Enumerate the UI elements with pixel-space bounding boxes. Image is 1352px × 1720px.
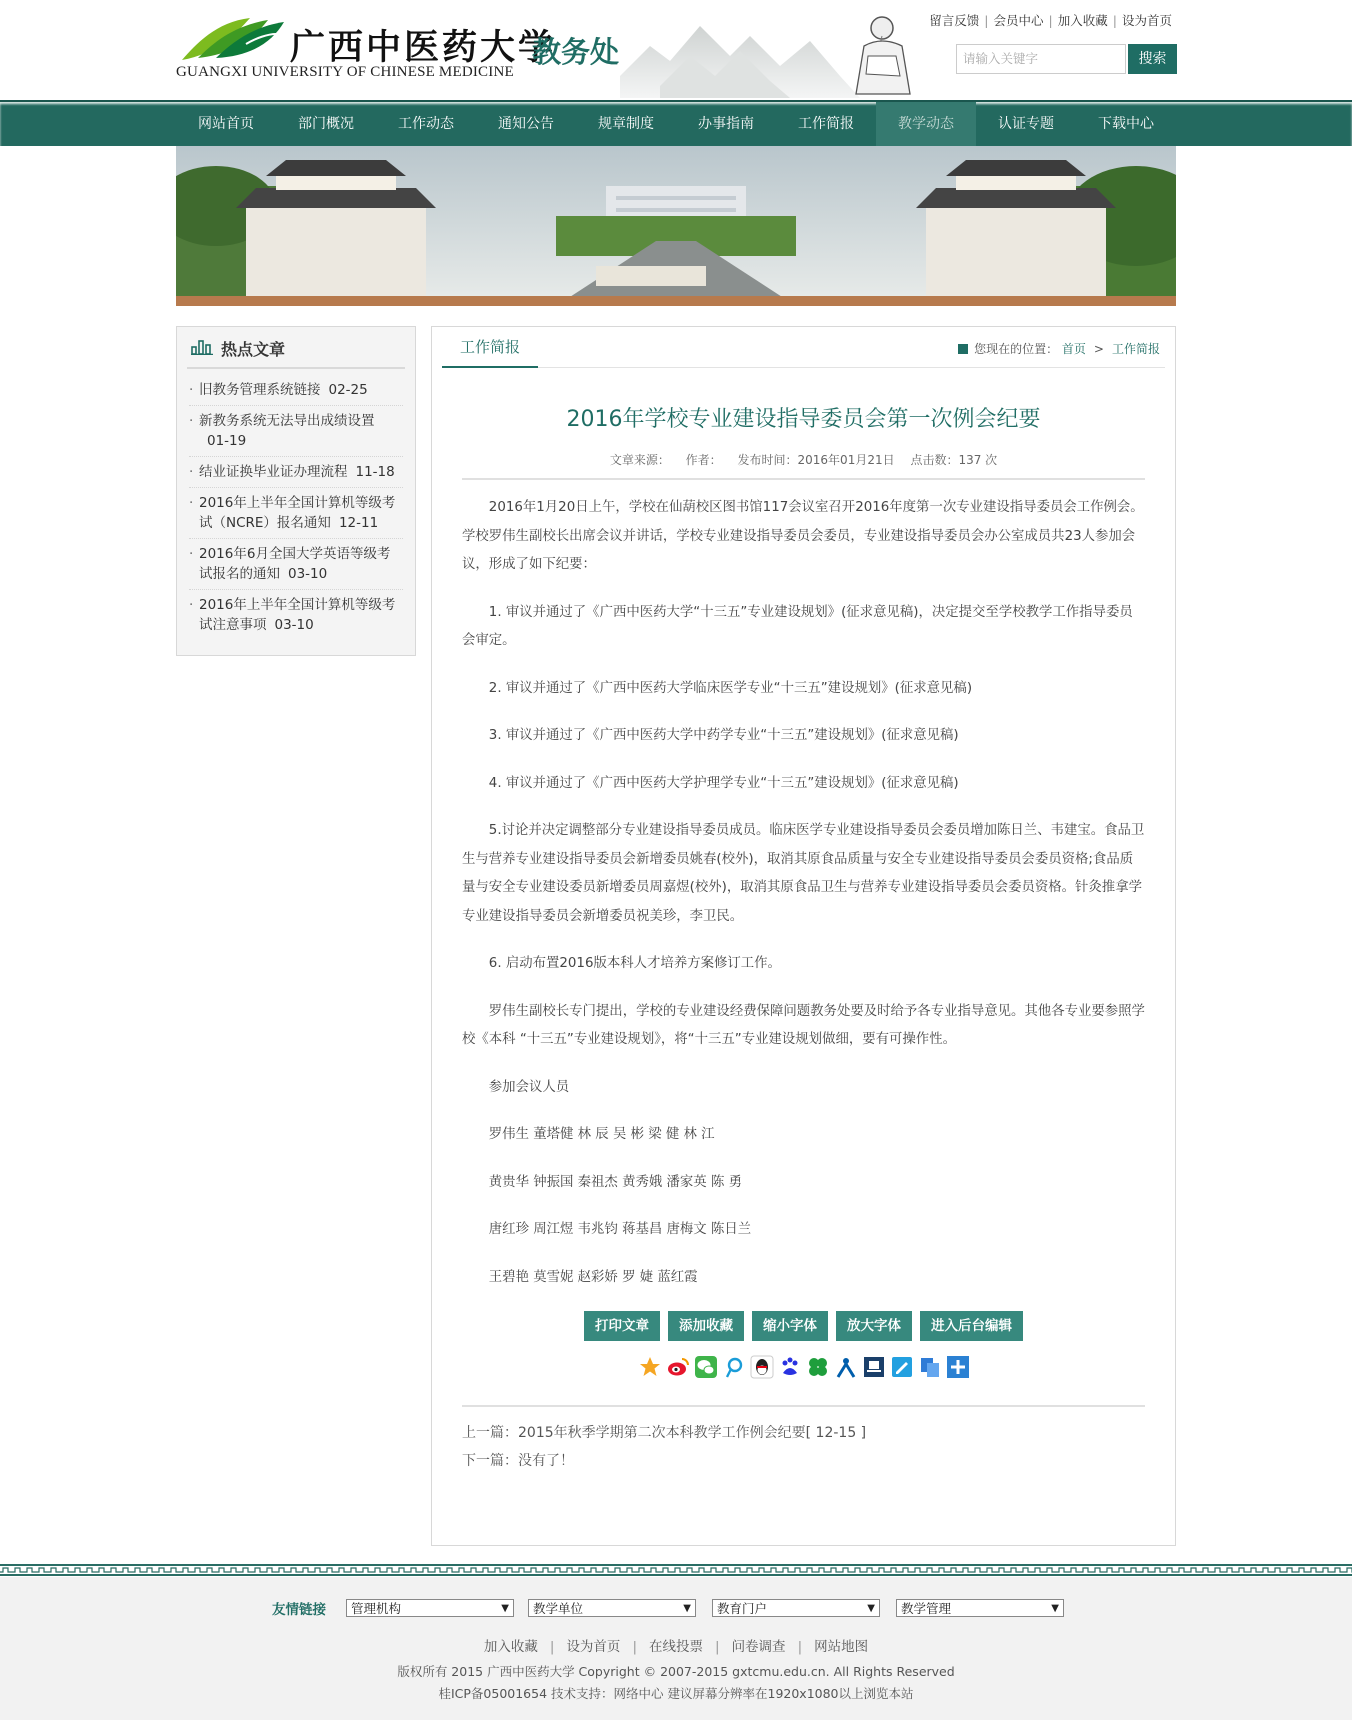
hot-article-item[interactable]: · 新教务系统无法导出成绩设置01-19 (189, 406, 403, 457)
article-title: 2016年学校专业建设指导委员会第一次例会纪要 (566, 407, 1041, 432)
next-article: 下一篇：没有了！ (462, 1453, 574, 1469)
logo-department: 教务处 (532, 35, 620, 69)
tqq-icon[interactable] (722, 1355, 746, 1379)
article-source: 文章来源： (609, 453, 670, 467)
nav-item-overview[interactable]: 部门概况 (298, 116, 354, 132)
nav-item-home[interactable]: 网站首页 (198, 116, 254, 132)
print-article-button[interactable]: 打印文章 (584, 1311, 660, 1341)
copyright: 版权所有 2015 广西中医药大学 Copyright © 2007-2015 gxtcmu.edu.cn. All Rights Reserved (397, 1664, 955, 1679)
set-homepage-link[interactable]: 设为首页 (1121, 13, 1172, 28)
chevron-down-icon: ▼ (501, 1603, 509, 1614)
main-area (176, 326, 1176, 1546)
decrease-font-button[interactable]: 缩小字体 (752, 1311, 828, 1341)
nav-item-certification[interactable]: 认证专题 (998, 116, 1054, 132)
sidebar-title: 热点文章 (221, 340, 286, 359)
nav-item-regulations[interactable]: 规章制度 (598, 116, 654, 132)
footer-sitemap-link[interactable]: 网站地图 (814, 1639, 869, 1655)
breadcrumb-home-link[interactable]: 首页 (1061, 342, 1086, 356)
article-paragraph: 王碧艳 莫雪妮 赵彩娇 罗 婕 蓝红霞 (488, 1269, 698, 1285)
feedback-link[interactable]: 留言反馈 (929, 13, 980, 28)
article-paragraph: 5.讨论并决定调整部分专业建设指导委员成员。临床医学专业建设指导委员会委员增加陈日兰、韦建宝。食品卫生与营养专业建设指导委员会新增委员姚春(校外)，取消其原食品质量与安全专业建设指导委员会委员资格;食品质量与安全专业建设委员新增委员周嘉煜(校外)，取消其原食品卫生与营养专业建设指导委员会委员资格。针灸推拿学专业建设指导委员会新增委员祝美珍，李卫民。 (462, 823, 1145, 924)
baidu-icon[interactable] (778, 1355, 802, 1379)
breadcrumb: 您现在的位置： 首页 > 工作简报 (958, 340, 1160, 357)
article-paragraph: 6. 启动布置2016版本科人才培养方案修订工作。 (488, 956, 781, 971)
prev-article: 上一篇：2015年秋季学期第二次本科教学工作例会纪要[ 12-15 ] (462, 1425, 867, 1441)
friend-links-label: 友情链接 (272, 1602, 326, 1618)
article-paragraph: 罗伟生 董塔健 林 辰 吴 彬 梁 健 林 江 (488, 1127, 715, 1142)
renren-icon[interactable] (834, 1355, 858, 1379)
nav-item-notices[interactable]: 通知公告 (498, 116, 554, 132)
article-hits: 点击数：137 次 (910, 453, 998, 467)
search-input[interactable]: 请输入关键字 (956, 44, 1126, 74)
article-paragraph: 2016年1月20日上午，学校在仙葫校区图书馆117会议室召开2016年度第一次专业建设指导委员会工作例会。学校罗伟生副校长出席会议并讲话，学校专业建设指导委员会委员，专业建设指导委员会办公室成员共23人参加会议，形成了如下纪要： (462, 500, 1144, 572)
site-footer (0, 1563, 1352, 1720)
article-paragraph: 参加会议人员 (488, 1079, 570, 1095)
hot-article-item[interactable]: · 2016年上半年全国计算机等级考试（NCRE）报名通知 12-11 (189, 488, 403, 539)
kaixin-icon[interactable] (806, 1355, 830, 1379)
add-favorite-link[interactable]: 加入收藏 (1057, 13, 1108, 28)
site-header (0, 0, 1352, 100)
next-article-link[interactable]: 没有了！ (518, 1453, 574, 1469)
more-icon[interactable] (946, 1355, 970, 1379)
article-meta (432, 451, 1175, 468)
select-management[interactable]: 管理机构 ▼ (346, 1599, 514, 1617)
article-author: 作者： (685, 453, 722, 467)
chevron-down-icon: ▼ (683, 1603, 691, 1614)
tab-briefing[interactable]: 工作简报 (442, 328, 538, 368)
logo-english-name: GUANGXI UNIVERSITY OF CHINESE MEDICINE (176, 64, 514, 80)
chevron-down-icon: ▼ (867, 1603, 875, 1614)
decorative-border (0, 1563, 1352, 1577)
search-button[interactable]: 搜索 (1128, 44, 1177, 74)
campus-gate-image (176, 146, 1176, 306)
hot-article-item[interactable]: · 2016年上半年全国计算机等级考试注意事项 03-10 (189, 590, 403, 640)
footer-survey-link[interactable]: 问卷调查 (731, 1639, 786, 1655)
breadcrumb-current-link[interactable]: 工作简报 (1111, 342, 1160, 356)
hot-articles-sidebar (176, 326, 416, 656)
add-favorite-button[interactable]: 添加收藏 (668, 1311, 744, 1341)
select-teaching-units[interactable]: 教学单位 ▼ (528, 1599, 696, 1617)
member-center-link[interactable]: 会员中心 (993, 13, 1044, 28)
bar-chart-icon (191, 339, 213, 355)
article-pager (462, 1405, 1145, 1475)
icp-info: 桂ICP备05001654 技术支持：网络中心 建议屏幕分辨率在1920x1080以上浏览本站 (438, 1686, 914, 1701)
hot-article-item[interactable]: · 结业证换毕业证办理流程 11-18 (189, 457, 403, 488)
wechat-icon[interactable] (694, 1355, 718, 1379)
article-paragraph: 3. 审议并通过了《广西中医药大学中药学专业“十三五”建设规划》(征求意见稿) (488, 728, 959, 743)
hot-article-item[interactable]: · 旧教务管理系统链接 02-25 (189, 375, 403, 406)
hot-articles-list (189, 375, 403, 640)
site-logo[interactable] (176, 14, 636, 84)
nav-item-briefing[interactable]: 工作简报 (798, 116, 854, 132)
nav-item-downloads[interactable]: 下载中心 (1098, 116, 1154, 132)
article-paragraph: 黄贵华 钟振国 秦祖杰 黄秀娥 潘家英 陈 勇 (488, 1174, 742, 1190)
article-body (462, 494, 1145, 1292)
article-paragraph: 4. 审议并通过了《广西中医药大学护理学专业“十三五”建设规划》(征求意见稿) (488, 775, 959, 791)
scholar-mountain-illustration (620, 6, 960, 98)
footer-vote-link[interactable]: 在线投票 (649, 1639, 703, 1655)
dianping-icon[interactable] (862, 1355, 886, 1379)
logo-chinese-name: 广西中医药大学 (290, 27, 557, 68)
select-teaching-management[interactable]: 教学管理 ▼ (896, 1599, 1064, 1617)
article-date: 发布时间：2016年01月21日 (737, 453, 895, 467)
footer-links: 加入收藏 | 设为首页 | 在线投票 | 问卷调查 | 网站地图 (483, 1639, 869, 1655)
article-panel (431, 326, 1176, 1546)
search-box (956, 44, 1176, 76)
select-education-portal[interactable]: 教育门户 ▼ (712, 1599, 880, 1617)
article-paragraph: 1. 审议并通过了《广西中医药大学“十三五”专业建设规划》(征求意见稿)，决定提交至学校教学工作指导委员会审定。 (462, 604, 1133, 648)
nav-item-teaching[interactable]: 教学动态 (876, 102, 976, 146)
top-links: 留言反馈 | 会员中心 | 加入收藏 | 设为首页 (929, 13, 1172, 28)
share-bar (432, 1355, 1175, 1381)
nav-item-guide[interactable]: 办事指南 (698, 116, 754, 132)
footer-set-homepage-link[interactable]: 设为首页 (566, 1639, 621, 1655)
article-paragraph: 2. 审议并通过了《广西中医药大学临床医学专业“十三五”建设规划》(征求意见稿) (488, 680, 973, 696)
article-actions (432, 1311, 1175, 1341)
divider (462, 478, 1145, 480)
copy-icon[interactable] (918, 1355, 942, 1379)
sidebar-header (187, 327, 405, 369)
qq-icon[interactable] (750, 1355, 774, 1379)
nav-item-news[interactable]: 工作动态 (398, 116, 454, 132)
main-nav (0, 100, 1352, 146)
article-panel-header (442, 327, 1165, 368)
admin-edit-button[interactable]: 进入后台编辑 (920, 1311, 1023, 1341)
edit-icon[interactable] (890, 1355, 914, 1379)
breadcrumb-prefix: 您现在的位置： (974, 342, 1059, 356)
hot-article-item[interactable]: · 2016年6月全国大学英语等级考试报名的通知 03-10 (189, 539, 403, 590)
footer-add-favorite-link[interactable]: 加入收藏 (483, 1639, 538, 1655)
prev-article-link[interactable]: 2015年秋季学期第二次本科教学工作例会纪要[ 12-15 ] (518, 1425, 867, 1441)
increase-font-button[interactable]: 放大字体 (836, 1311, 912, 1341)
article-paragraph: 唐红珍 周江煜 韦兆钧 蒋基昌 唐梅文 陈日兰 (488, 1222, 752, 1237)
weibo-icon[interactable] (666, 1355, 690, 1379)
campus-banner (176, 146, 1176, 306)
favorite-icon[interactable] (638, 1355, 662, 1379)
chevron-down-icon: ▼ (1051, 1603, 1059, 1614)
location-icon (958, 344, 968, 354)
leaf-logo-icon (176, 14, 286, 64)
article-paragraph: 罗伟生副校长专门提出，学校的专业建设经费保障问题教务处要及时给予各专业指导意见。其他各专业要参照学校《本科 “十三五”专业建设规划》，将“十三五”专业建设规划做细，要有可操作性。 (462, 1003, 1145, 1047)
